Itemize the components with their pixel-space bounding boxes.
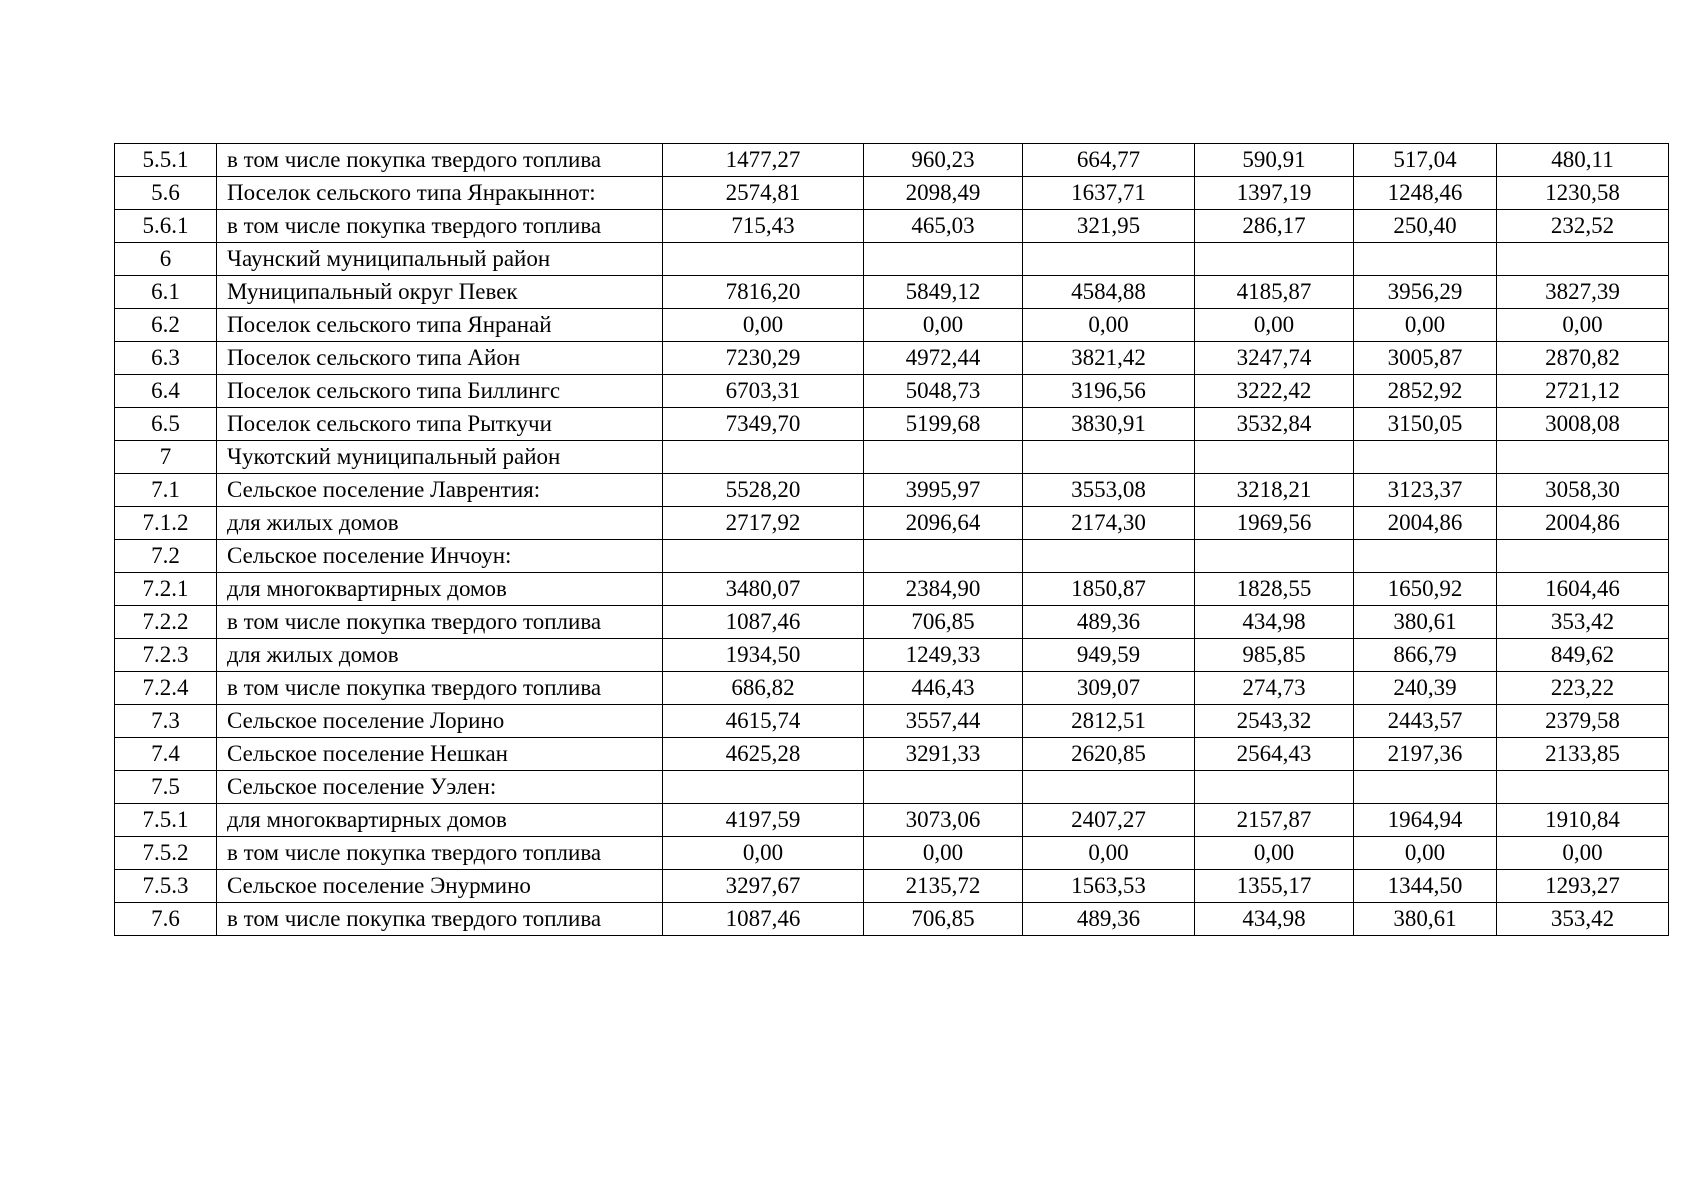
tariff-table [114,143,1669,936]
row-name-cell: в том числе покупка твердого топлива [217,606,663,639]
value-cell: 2407,27 [1023,804,1195,837]
row-number-cell: 6.2 [115,309,217,342]
table-row [115,243,1669,276]
value-cell [1354,771,1497,804]
value-cell: 5528,20 [663,474,864,507]
value-cell: 0,00 [1354,309,1497,342]
table-row [115,276,1669,309]
value-cell: 715,43 [663,210,864,243]
value-cell: 434,98 [1195,606,1354,639]
value-cell [1497,771,1669,804]
value-cell: 3222,42 [1195,375,1354,408]
row-name-cell: для многоквартирных домов [217,573,663,606]
value-cell [663,441,864,474]
value-cell: 4625,28 [663,738,864,771]
value-cell: 0,00 [1497,837,1669,870]
value-cell: 380,61 [1354,903,1497,936]
row-number-cell: 5.5.1 [115,144,217,177]
value-cell: 2135,72 [864,870,1023,903]
table-row [115,639,1669,672]
table-body [115,144,1669,936]
value-cell: 0,00 [1023,309,1195,342]
row-number-cell: 6.5 [115,408,217,441]
row-number-cell: 6.4 [115,375,217,408]
value-cell: 3005,87 [1354,342,1497,375]
value-cell: 3058,30 [1497,474,1669,507]
value-cell: 2004,86 [1497,507,1669,540]
value-cell: 0,00 [1195,309,1354,342]
value-cell: 2812,51 [1023,705,1195,738]
value-cell: 2870,82 [1497,342,1669,375]
value-cell: 1637,71 [1023,177,1195,210]
row-number-cell: 7.1 [115,474,217,507]
row-name-cell: для многоквартирных домов [217,804,663,837]
table-row [115,375,1669,408]
row-number-cell: 7.2.2 [115,606,217,639]
value-cell: 4584,88 [1023,276,1195,309]
value-cell: 1850,87 [1023,573,1195,606]
value-cell: 1249,33 [864,639,1023,672]
value-cell: 3073,06 [864,804,1023,837]
row-name-cell: Сельское поселение Нешкан [217,738,663,771]
table-row [115,804,1669,837]
row-name-cell: в том числе покупка твердого топлива [217,903,663,936]
row-number-cell: 7 [115,441,217,474]
row-number-cell: 7.2.1 [115,573,217,606]
value-cell: 3830,91 [1023,408,1195,441]
value-cell: 3196,56 [1023,375,1195,408]
value-cell: 2443,57 [1354,705,1497,738]
table-row [115,309,1669,342]
value-cell: 321,95 [1023,210,1195,243]
value-cell: 489,36 [1023,903,1195,936]
value-cell: 223,22 [1497,672,1669,705]
table-row [115,903,1669,936]
value-cell [1497,540,1669,573]
table-row [115,738,1669,771]
value-cell: 0,00 [1497,309,1669,342]
row-number-cell: 7.2.4 [115,672,217,705]
row-number-cell: 7.6 [115,903,217,936]
row-name-cell: Поселок сельского типа Янранай [217,309,663,342]
row-name-cell: Сельское поселение Энурмино [217,870,663,903]
value-cell [1195,243,1354,276]
row-number-cell: 7.5.1 [115,804,217,837]
value-cell: 866,79 [1354,639,1497,672]
value-cell: 1910,84 [1497,804,1669,837]
value-cell: 3532,84 [1195,408,1354,441]
row-number-cell: 7.5 [115,771,217,804]
value-cell: 686,82 [663,672,864,705]
value-cell: 353,42 [1497,606,1669,639]
row-number-cell: 7.5.2 [115,837,217,870]
row-name-cell: Поселок сельского типа Рыткучи [217,408,663,441]
value-cell: 1964,94 [1354,804,1497,837]
table-row [115,408,1669,441]
value-cell [1023,771,1195,804]
value-cell: 3123,37 [1354,474,1497,507]
value-cell: 380,61 [1354,606,1497,639]
value-cell: 3995,97 [864,474,1023,507]
value-cell: 0,00 [1195,837,1354,870]
table-row [115,705,1669,738]
value-cell: 0,00 [864,837,1023,870]
value-cell: 489,36 [1023,606,1195,639]
value-cell: 309,07 [1023,672,1195,705]
value-cell: 1087,46 [663,903,864,936]
value-cell: 960,23 [864,144,1023,177]
row-name-cell: Муниципальный округ Певек [217,276,663,309]
value-cell: 3247,74 [1195,342,1354,375]
table-row [115,606,1669,639]
value-cell: 2574,81 [663,177,864,210]
value-cell: 706,85 [864,606,1023,639]
value-cell [1023,540,1195,573]
value-cell [864,243,1023,276]
value-cell: 3297,67 [663,870,864,903]
value-cell: 480,11 [1497,144,1669,177]
row-number-cell: 7.4 [115,738,217,771]
row-name-cell: Поселок сельского типа Янракыннот: [217,177,663,210]
row-number-cell: 5.6 [115,177,217,210]
value-cell: 286,17 [1195,210,1354,243]
row-name-cell: в том числе покупка твердого топлива [217,144,663,177]
value-cell [1497,441,1669,474]
value-cell: 985,85 [1195,639,1354,672]
row-name-cell: Сельское поселение Лаврентия: [217,474,663,507]
value-cell: 4615,74 [663,705,864,738]
table-row [115,177,1669,210]
value-cell [663,540,864,573]
value-cell: 1650,92 [1354,573,1497,606]
row-number-cell: 6.1 [115,276,217,309]
value-cell: 1604,46 [1497,573,1669,606]
row-number-cell: 6.3 [115,342,217,375]
table-row [115,507,1669,540]
table-row [115,441,1669,474]
value-cell: 3553,08 [1023,474,1195,507]
value-cell: 1355,17 [1195,870,1354,903]
row-number-cell: 7.1.2 [115,507,217,540]
value-cell: 353,42 [1497,903,1669,936]
value-cell: 2852,92 [1354,375,1497,408]
value-cell [1023,441,1195,474]
value-cell: 4972,44 [864,342,1023,375]
table-row [115,210,1669,243]
value-cell [1354,540,1497,573]
value-cell [1497,243,1669,276]
value-cell: 3821,42 [1023,342,1195,375]
value-cell [663,243,864,276]
value-cell: 590,91 [1195,144,1354,177]
value-cell: 232,52 [1497,210,1669,243]
value-cell: 250,40 [1354,210,1497,243]
value-cell [1354,441,1497,474]
value-cell: 3827,39 [1497,276,1669,309]
row-name-cell: Поселок сельского типа Биллингс [217,375,663,408]
value-cell: 1230,58 [1497,177,1669,210]
row-name-cell: для жилых домов [217,507,663,540]
value-cell [864,771,1023,804]
value-cell: 446,43 [864,672,1023,705]
value-cell: 1087,46 [663,606,864,639]
row-name-cell: Чаунский муниципальный район [217,243,663,276]
value-cell: 7230,29 [663,342,864,375]
value-cell: 849,62 [1497,639,1669,672]
value-cell: 0,00 [1023,837,1195,870]
row-number-cell: 6 [115,243,217,276]
row-number-cell: 7.2 [115,540,217,573]
value-cell: 0,00 [864,309,1023,342]
value-cell: 664,77 [1023,144,1195,177]
row-name-cell: Чукотский муниципальный район [217,441,663,474]
row-name-cell: в том числе покупка твердого топлива [217,837,663,870]
value-cell: 2197,36 [1354,738,1497,771]
value-cell: 1969,56 [1195,507,1354,540]
table-row [115,672,1669,705]
value-cell [864,441,1023,474]
value-cell: 2379,58 [1497,705,1669,738]
table-row [115,870,1669,903]
value-cell: 2096,64 [864,507,1023,540]
value-cell [1195,540,1354,573]
table-row [115,573,1669,606]
value-cell: 1828,55 [1195,573,1354,606]
value-cell: 3008,08 [1497,408,1669,441]
value-cell: 0,00 [663,309,864,342]
value-cell: 1248,46 [1354,177,1497,210]
value-cell: 2004,86 [1354,507,1497,540]
value-cell: 2543,32 [1195,705,1354,738]
value-cell: 0,00 [663,837,864,870]
value-cell [1195,441,1354,474]
row-name-cell: в том числе покупка твердого топлива [217,672,663,705]
row-name-cell: Сельское поселение Уэлен: [217,771,663,804]
value-cell: 2157,87 [1195,804,1354,837]
value-cell: 3218,21 [1195,474,1354,507]
value-cell [1023,243,1195,276]
table-row [115,837,1669,870]
value-cell [663,771,864,804]
value-cell: 1477,27 [663,144,864,177]
value-cell: 0,00 [1354,837,1497,870]
value-cell: 949,59 [1023,639,1195,672]
value-cell [1195,771,1354,804]
value-cell: 240,39 [1354,672,1497,705]
table-row [115,474,1669,507]
value-cell: 1934,50 [663,639,864,672]
value-cell: 706,85 [864,903,1023,936]
value-cell: 1563,53 [1023,870,1195,903]
row-name-cell: в том числе покупка твердого топлива [217,210,663,243]
row-number-cell: 7.2.3 [115,639,217,672]
row-name-cell: Сельское поселение Инчоун: [217,540,663,573]
value-cell: 3956,29 [1354,276,1497,309]
value-cell: 274,73 [1195,672,1354,705]
value-cell: 2384,90 [864,573,1023,606]
value-cell: 7349,70 [663,408,864,441]
table-row [115,144,1669,177]
value-cell: 2174,30 [1023,507,1195,540]
value-cell: 7816,20 [663,276,864,309]
value-cell: 1397,19 [1195,177,1354,210]
row-name-cell: для жилых домов [217,639,663,672]
table-row [115,540,1669,573]
value-cell: 2098,49 [864,177,1023,210]
row-number-cell: 7.5.3 [115,870,217,903]
value-cell: 2564,43 [1195,738,1354,771]
row-name-cell: Поселок сельского типа Айон [217,342,663,375]
value-cell: 517,04 [1354,144,1497,177]
value-cell: 3291,33 [864,738,1023,771]
value-cell: 465,03 [864,210,1023,243]
value-cell [1354,243,1497,276]
value-cell: 3150,05 [1354,408,1497,441]
value-cell: 2721,12 [1497,375,1669,408]
value-cell: 2133,85 [1497,738,1669,771]
table-row [115,771,1669,804]
value-cell [864,540,1023,573]
value-cell: 4185,87 [1195,276,1354,309]
value-cell: 4197,59 [663,804,864,837]
value-cell: 2717,92 [663,507,864,540]
value-cell: 434,98 [1195,903,1354,936]
row-number-cell: 5.6.1 [115,210,217,243]
value-cell: 6703,31 [663,375,864,408]
value-cell: 3480,07 [663,573,864,606]
row-name-cell: Сельское поселение Лорино [217,705,663,738]
value-cell: 3557,44 [864,705,1023,738]
value-cell: 5849,12 [864,276,1023,309]
table-row [115,342,1669,375]
value-cell: 1293,27 [1497,870,1669,903]
value-cell: 5199,68 [864,408,1023,441]
value-cell: 5048,73 [864,375,1023,408]
value-cell: 2620,85 [1023,738,1195,771]
row-number-cell: 7.3 [115,705,217,738]
value-cell: 1344,50 [1354,870,1497,903]
